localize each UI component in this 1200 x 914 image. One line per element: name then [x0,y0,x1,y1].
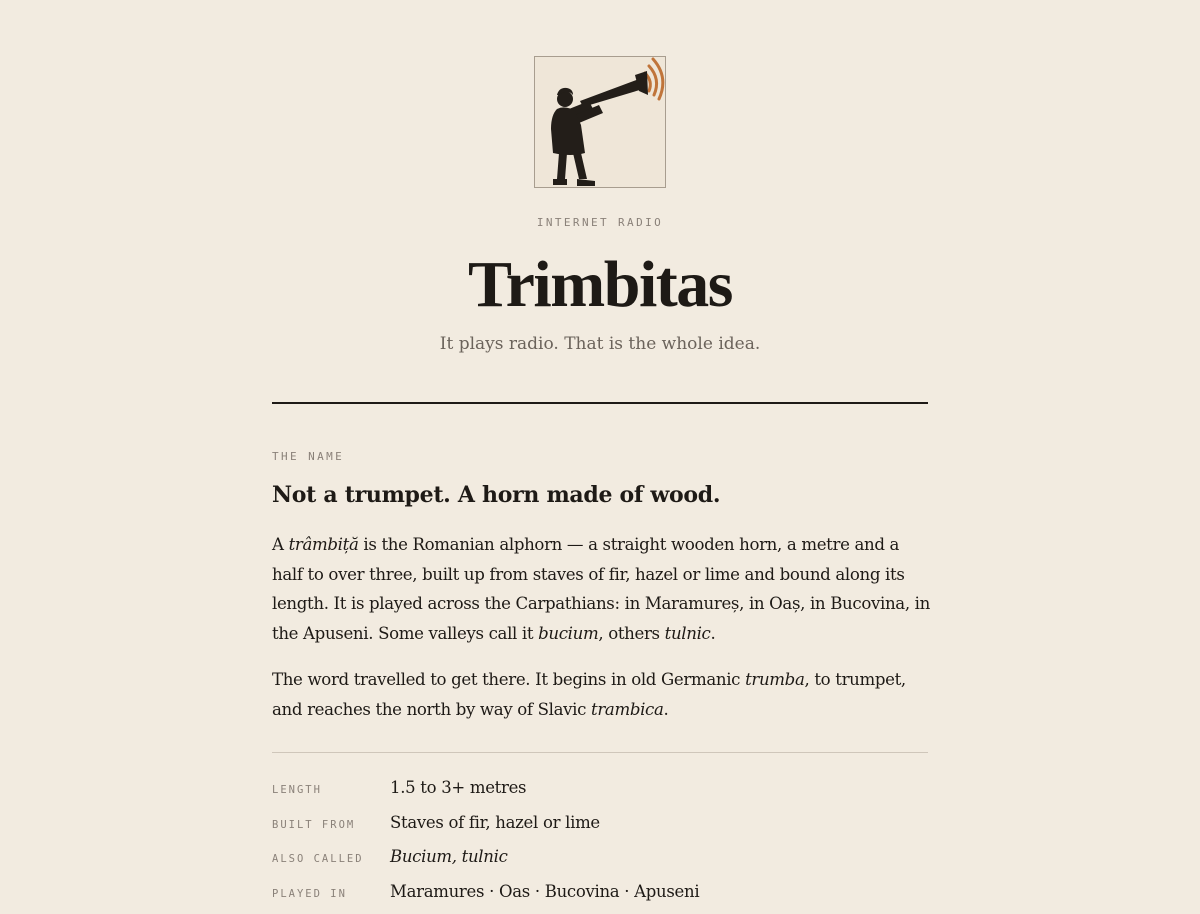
fact-value: Staves of fir, hazel or lime [390,813,600,832]
fact-key: LENGTH [272,784,322,796]
text-run: . [664,700,669,719]
fact-key: ALSO CALLED [272,853,364,865]
fact-key: BUILT FROM [272,819,355,831]
paragraph-etymology [272,665,932,724]
tagline: It plays radio. That is the whole idea. [0,334,1200,354]
divider-light [272,752,928,753]
fact-row-built-from [272,811,928,846]
text-run: , to trumpet, and reaches the north by way of Slavic [272,670,906,719]
section-label: THE NAME [272,450,344,463]
term-bucium: bucium [538,624,598,643]
fact-row-length [272,776,928,811]
logo [534,56,666,188]
facts-list [272,776,928,914]
divider-heavy [272,402,928,404]
fact-row-also-called [272,845,928,880]
paragraph-trambita [272,530,932,648]
fact-value: 1.5 to 3+ metres [390,778,526,797]
horn-player-icon [535,57,665,187]
fact-row-played-in [272,880,928,914]
fact-value: Bucium, tulnic [390,847,508,866]
section-heading: Not a trumpet. A horn made of wood. [272,482,720,508]
term-trambica: trambica [591,700,664,719]
text-run: A [272,535,289,554]
term-trambita: trâmbiță [289,535,359,554]
text-run: is the Romanian alphorn — a straight wooden horn, a metre and a half to over three, built up from staves of fir, hazel or lime and bound along its length. It is played across the Carpathians: in Maramureș, in Oaș, in Bucovina, in the Apuseni. Some valleys call it [272,535,930,643]
term-trumba: trumba [745,670,804,689]
page-title: Trimbitas [0,248,1200,322]
fact-value: Maramures · Oas · Bucovina · Apuseni [390,882,699,901]
text-run: , others [598,624,664,643]
text-run: The word travelled to get there. It begins in old Germanic [272,670,745,689]
eyebrow-label: INTERNET RADIO [0,216,1200,229]
term-tulnic: tulnic [665,624,711,643]
fact-key: PLAYED IN [272,888,347,900]
text-run: . [711,624,716,643]
